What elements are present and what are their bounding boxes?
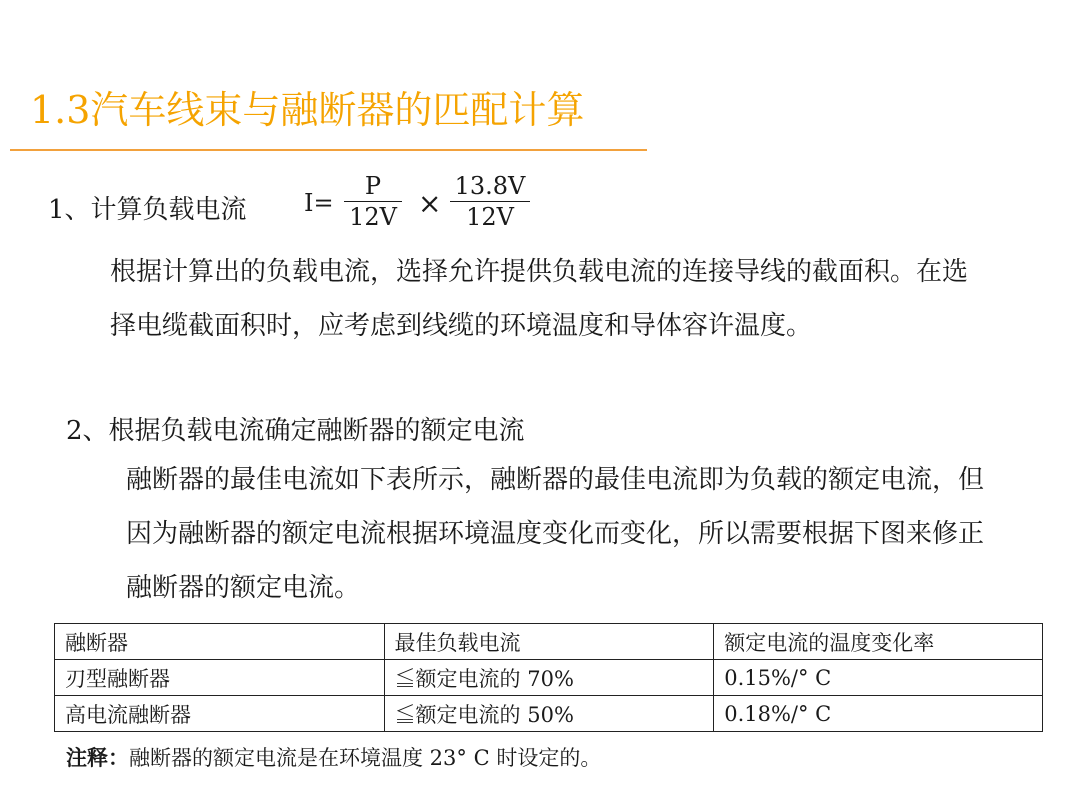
table-cell: 刃型融断器 (55, 660, 385, 696)
section1-paragraph: 根据计算出的负载电流，选择允许提供负载电流的连接导线的截面积。在选择电缆截面积时，应考虑到线缆的环境温度和导体容许温度。 (110, 257, 969, 341)
section2-paragraph: 融断器的最佳电流如下表所示，融断器的最佳电流即为负载的额定电流，但因为融断器的额定电流根据环境温度变化而变化，所以需要根据下图来修正融断器的额定电流。 (126, 465, 985, 603)
title-underline (10, 149, 647, 151)
table-header-row (55, 624, 1043, 660)
table-cell: 0.15%/° C (714, 660, 1043, 696)
table-cell: 高电流融断器 (55, 696, 385, 732)
fraction-numerator: P (364, 172, 382, 200)
table-header-cell: 融断器 (55, 624, 385, 660)
fraction-denominator: 12V (349, 203, 397, 231)
table-row (55, 696, 1043, 732)
table-header-cell: 最佳负载电流 (384, 624, 714, 660)
fuse-spec-table (54, 623, 1043, 732)
section2-label: 2、根据负载电流确定融断器的额定电流 (66, 416, 525, 446)
fraction-bar (344, 201, 402, 202)
table-cell: ≦额定电流的 70% (384, 660, 714, 696)
formula-lhs: I= (304, 189, 334, 217)
table-row (55, 660, 1043, 696)
fraction-bar (450, 201, 530, 202)
footnote-text: 融断器的额定电流是在环境温度 23° C 时设定的。 (129, 746, 602, 770)
table-cell: ≦额定电流的 50% (384, 696, 714, 732)
footnote-label: 注释： (66, 745, 129, 770)
fraction-power-over-voltage (344, 172, 402, 231)
table-header-cell: 额定电流的温度变化率 (714, 624, 1043, 660)
multiply-sign: × (418, 187, 442, 220)
fraction-voltage-ratio (450, 172, 530, 231)
fraction-numerator: 13.8V (454, 172, 526, 200)
slide-title: 1.3汽车线束与融断器的匹配计算 (30, 88, 585, 132)
table-cell: 0.18%/° C (714, 696, 1043, 732)
table-footnote (66, 742, 601, 772)
fraction-denominator: 12V (466, 203, 514, 231)
section1-label: 1、计算负载电流 (48, 195, 247, 225)
load-current-formula-row (48, 172, 568, 236)
